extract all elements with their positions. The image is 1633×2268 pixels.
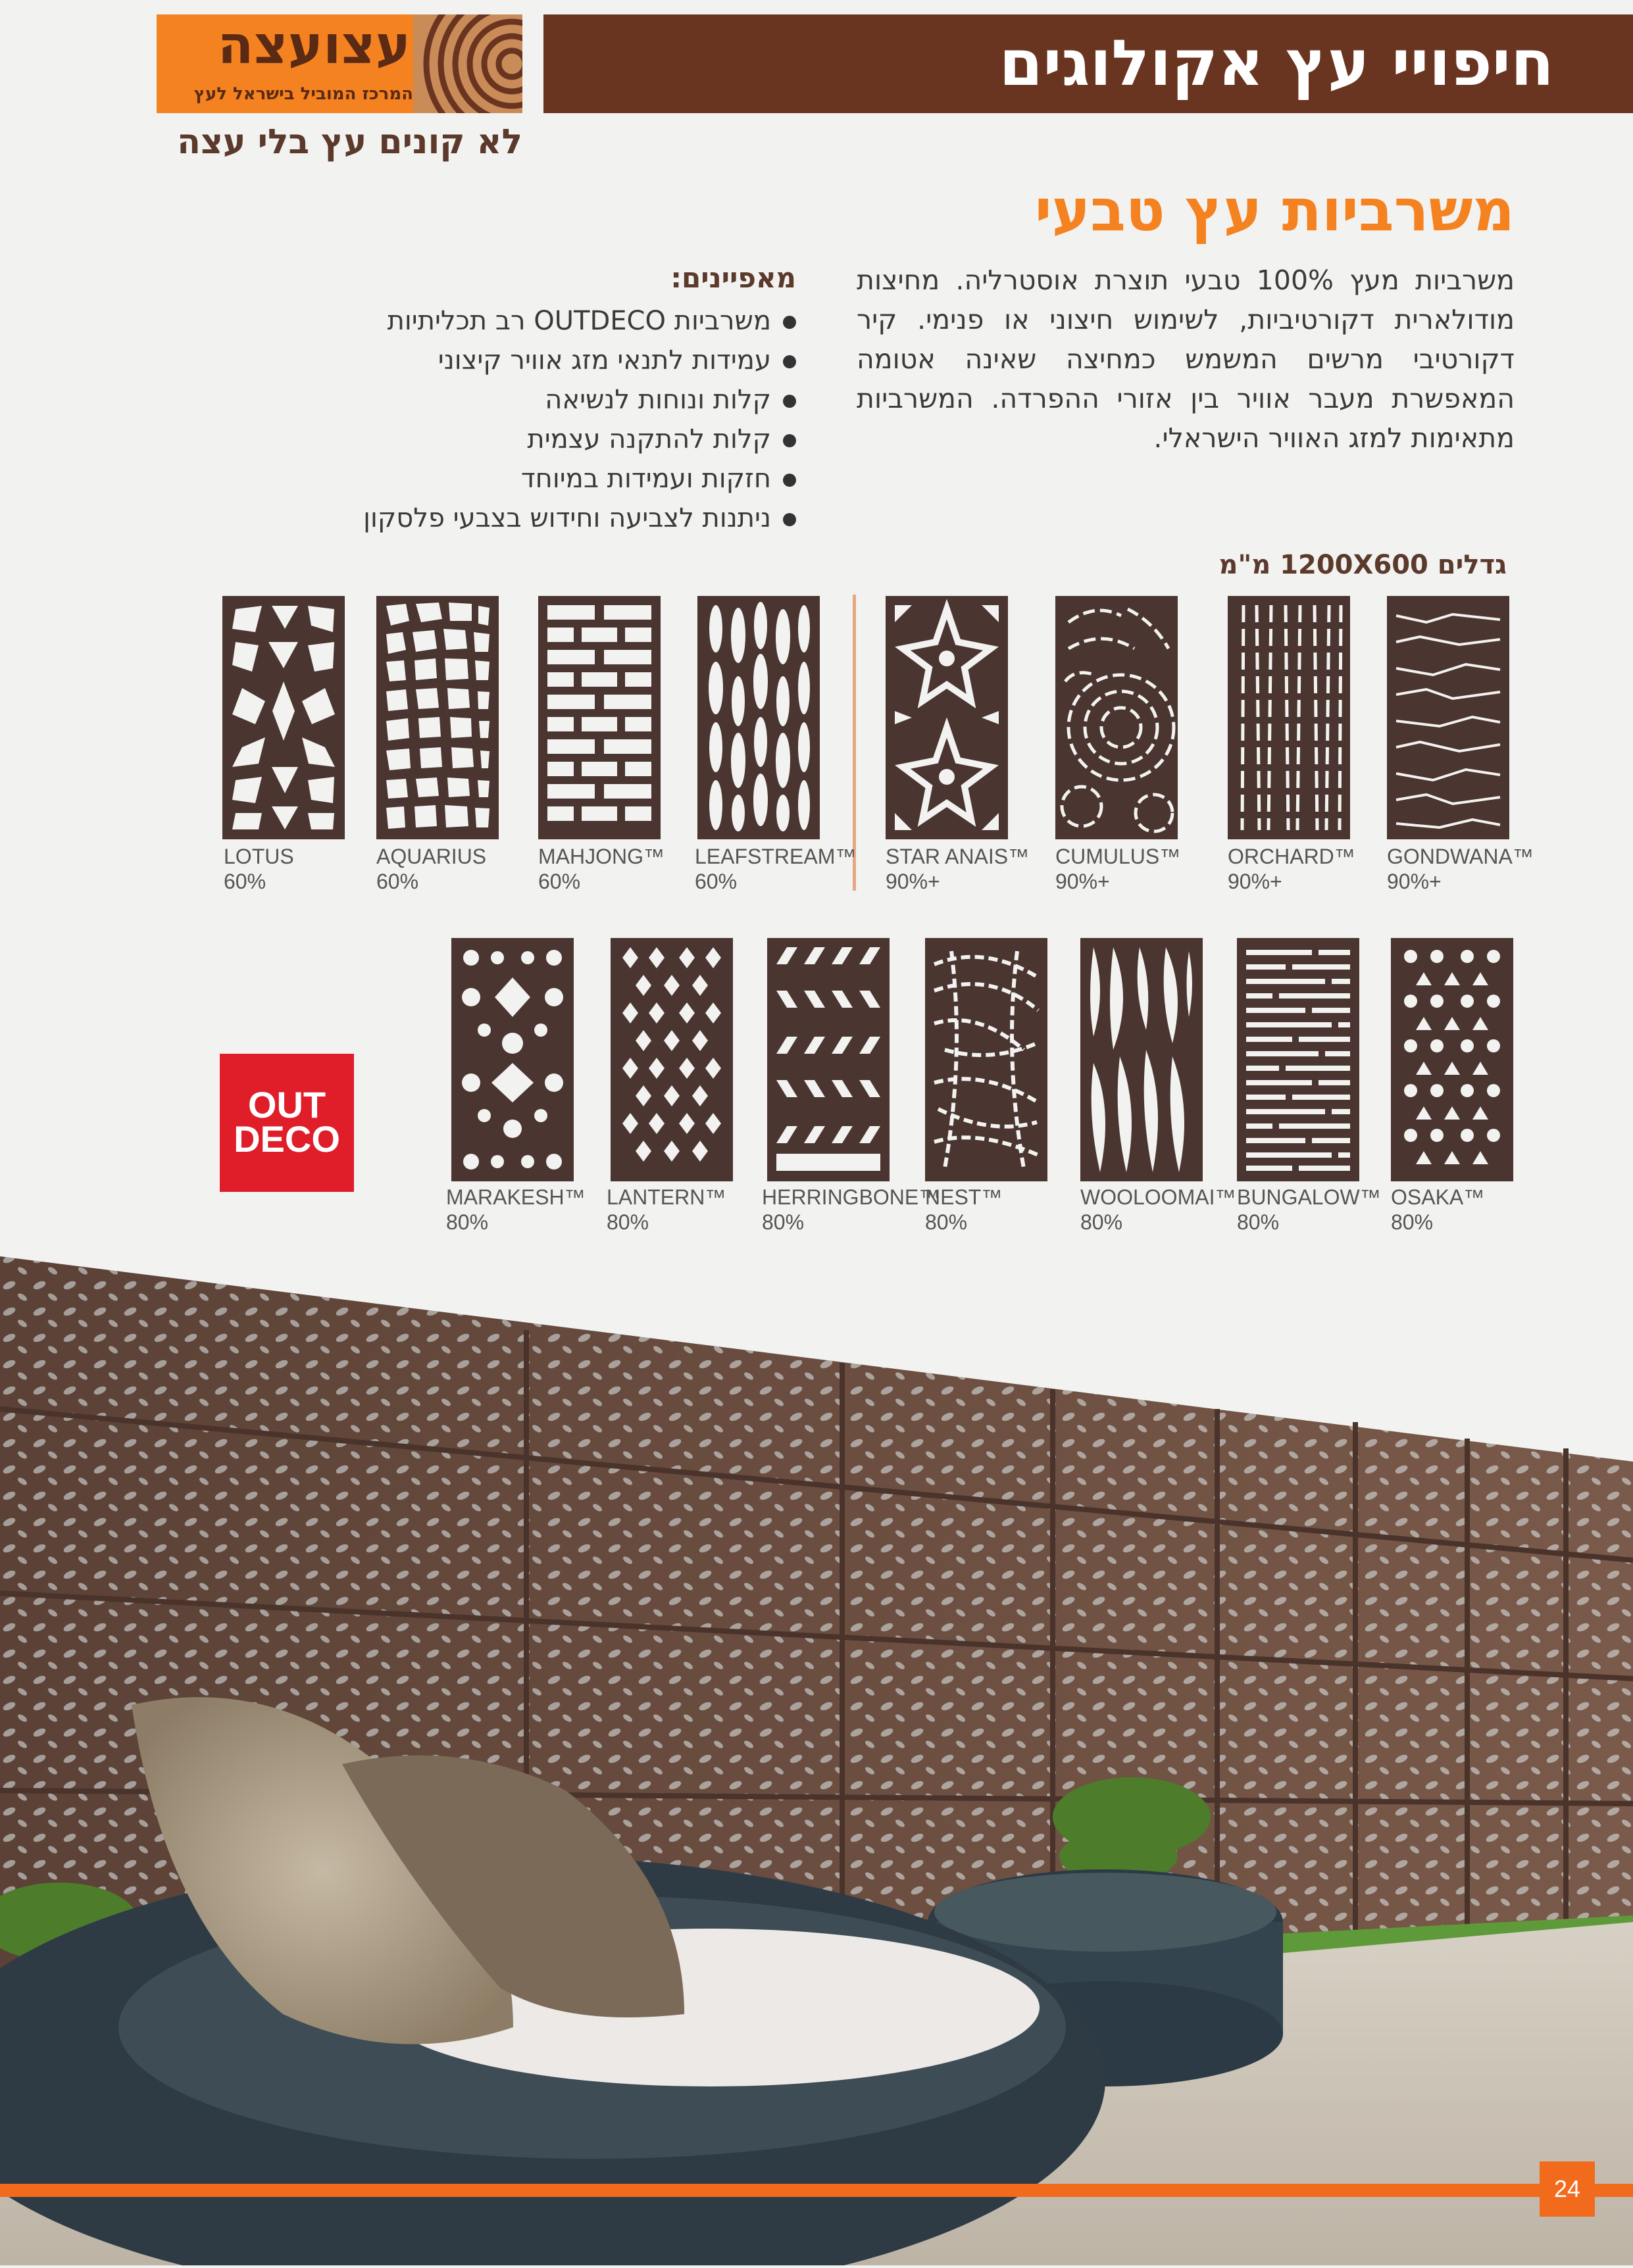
outdeco-logo-line1: OUT (247, 1084, 326, 1125)
feature-item: קלות ונוחות לנשיאה (363, 380, 796, 420)
panel-percent: 60% (695, 870, 738, 893)
panel-percent: 90%+ (1387, 870, 1442, 893)
panel-name: CUMULUS™ (1055, 845, 1181, 868)
bullet-icon (783, 474, 796, 487)
panel-percent: 90%+ (886, 870, 940, 893)
leafstream-pattern-icon (697, 596, 820, 839)
feature-item: חזקות ועמידות במיוחד (363, 459, 796, 499)
panel-percent: 90%+ (1055, 870, 1110, 893)
panel-percent: 80% (1237, 1210, 1280, 1234)
panel-name: BUNGALOW™ (1237, 1185, 1381, 1209)
panel-name: LANTERN™ (607, 1185, 726, 1209)
cumulus-pattern-icon (1055, 596, 1178, 839)
wood-rings-icon (413, 14, 522, 113)
panel-name: WOOLOOMAI™ (1080, 1185, 1236, 1209)
panel-name: STAR ANAIS™ (886, 845, 1030, 868)
panel-percent: 60% (224, 870, 266, 893)
lifestyle-photo (0, 1251, 1633, 2265)
panel-name: NEST™ (925, 1185, 1003, 1209)
page-title-bar (543, 14, 1633, 113)
panel-name: AQUARIUS (376, 845, 487, 868)
orchard-pattern-icon (1228, 596, 1350, 839)
panel-name: MAHJONG™ (538, 845, 665, 868)
feature-item: ניתנות לצביעה וחידוש בצבעי פלסקון (363, 499, 796, 538)
page-number: 24 (1540, 2161, 1595, 2217)
bullet-icon (783, 513, 796, 526)
features-heading: מאפיינים: (670, 262, 796, 294)
herringbone-pattern-icon (767, 938, 890, 1181)
panel-percent: 80% (607, 1210, 649, 1234)
outdeco-logo-line2: DECO (234, 1118, 340, 1160)
feature-item: קלות להתקנה עצמית (363, 420, 796, 459)
panel-name: ORCHARD™ (1228, 845, 1355, 868)
company-logo (157, 14, 522, 113)
bullet-icon (783, 434, 796, 447)
panel-name: LOTUS (224, 845, 294, 868)
panel-percent: 80% (446, 1210, 489, 1234)
feature-item: עמידות לתנאי מזג אוויר קיצוני (363, 341, 796, 380)
section-title: משרביות עץ טבעי (1034, 176, 1515, 244)
features-list (363, 301, 796, 538)
nest-pattern-icon (925, 938, 1047, 1181)
panel-percent: 60% (538, 870, 581, 893)
panel-percent: 80% (1391, 1210, 1434, 1234)
gondwana-pattern-icon (1387, 596, 1509, 839)
panel-name: HERRINGBONE™ (762, 1185, 940, 1209)
panel-percent: 90%+ (1228, 870, 1282, 893)
logo-brand-text: עצועצה (217, 14, 411, 76)
slogan: לא קונים עץ בלי עצה (177, 122, 522, 162)
bullet-icon (783, 316, 796, 329)
logo-subtitle: המרכז המוביל בישראל לעץ (193, 84, 413, 104)
panel-name: OSAKA™ (1391, 1185, 1485, 1209)
marakesh-pattern-icon (451, 938, 574, 1181)
bullet-icon (783, 395, 796, 408)
lotus-pattern-icon (222, 596, 345, 839)
panel-percent: 60% (376, 870, 419, 893)
wooloomai-pattern-icon (1080, 938, 1203, 1181)
description: משרביות מעץ 100% טבעי תוצרת אוסטרליה. מחיצות מודולארית דקורטיביות, לשימוש חיצוני או פנימי. קיר דקורטיבי מרשים המשמש כמחיצה שאינה אטומה המאפשרת מעבר אוויר בין אזורי ההפרדה. המשרביות מתאימות למזג האוויר הישראלי. (857, 264, 1515, 454)
page-title: חיפויי עץ אקולוגים (999, 26, 1554, 100)
bungalow-pattern-icon (1237, 938, 1359, 1181)
panel-name: MARAKESH™ (446, 1185, 586, 1209)
aquarius-pattern-icon (376, 596, 499, 839)
footer-line (0, 2184, 1633, 2197)
feature-item: משרביות OUTDECO רב תכליתיות (363, 301, 796, 341)
panel-percent: 80% (762, 1210, 805, 1234)
mahjong-pattern-icon (538, 596, 661, 839)
osaka-pattern-icon (1391, 938, 1513, 1181)
sizes-label: גדלים 1200X600 מ"מ (1218, 550, 1507, 580)
panel-percent: 80% (1080, 1210, 1123, 1234)
panel-name: GONDWANA™ (1387, 845, 1534, 868)
star-anais-pattern-icon (886, 596, 1008, 839)
lantern-pattern-icon (611, 938, 733, 1181)
panel-percent: 80% (925, 1210, 968, 1234)
panel-name: LEAFSTREAM™ (695, 845, 857, 868)
outdeco-logo (220, 1054, 354, 1192)
bullet-icon (783, 355, 796, 368)
